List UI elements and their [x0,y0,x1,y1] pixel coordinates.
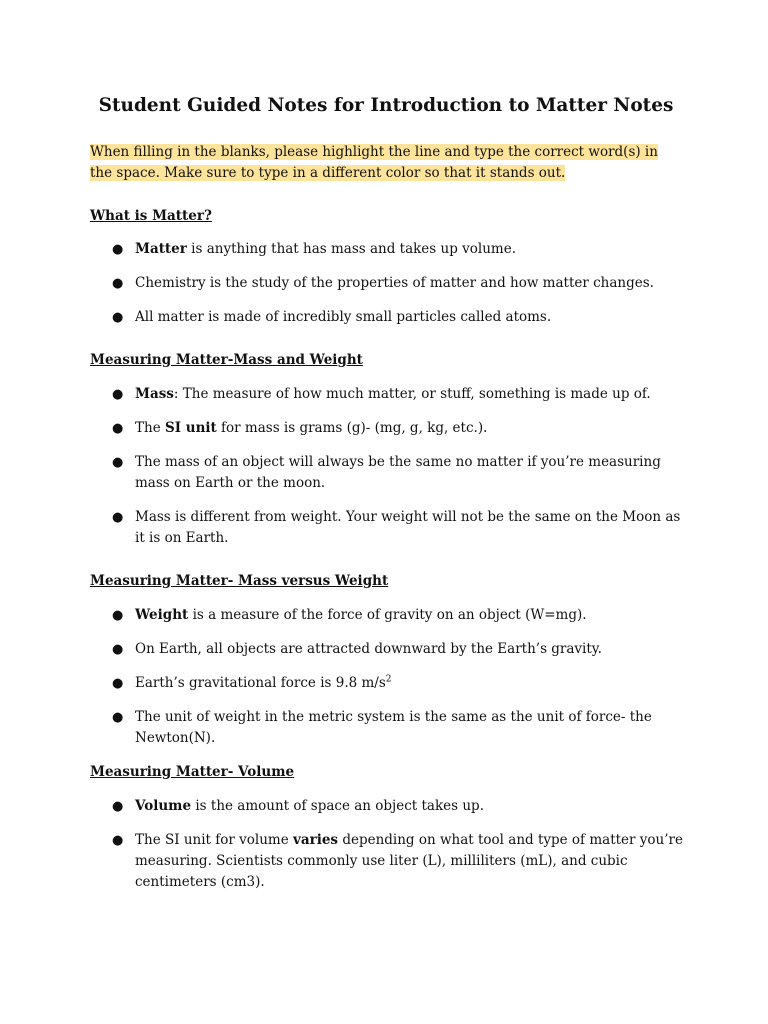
bullet-icon: ● [112,642,124,657]
bullet-icon: ● [112,455,124,470]
intro-instructions [90,142,682,184]
section-heading-volume: Measuring Matter- Volume [90,764,295,780]
bullet-icon: ● [112,510,124,525]
document-title: Student Guided Notes for Introduction to Matter Notes [98,95,674,116]
intro-highlight: When filling in the blanks, please highlight the line and type the correct word(s) in the space. Make sure to type in a different color so that it stands out. [90,144,658,181]
section-heading-mass-and-weight: Measuring Matter-Mass and Weight [90,352,363,368]
bullet-icon: ● [112,421,124,436]
bullet-icon: ● [112,276,124,291]
bullet-icon: ● [112,310,124,325]
bullet-icon: ● [112,387,124,402]
section-heading-mass-versus-weight: Measuring Matter- Mass versus Weight [90,573,389,589]
bullet-icon: ● [112,608,124,623]
bullet-icon: ● [112,833,124,848]
bullet-icon: ● [112,710,124,725]
bullet-icon: ● [112,799,124,814]
bullet-icon: ● [112,676,124,691]
bullet-icon: ● [112,242,124,257]
section-heading-what-is-matter: What is Matter? [90,208,212,224]
